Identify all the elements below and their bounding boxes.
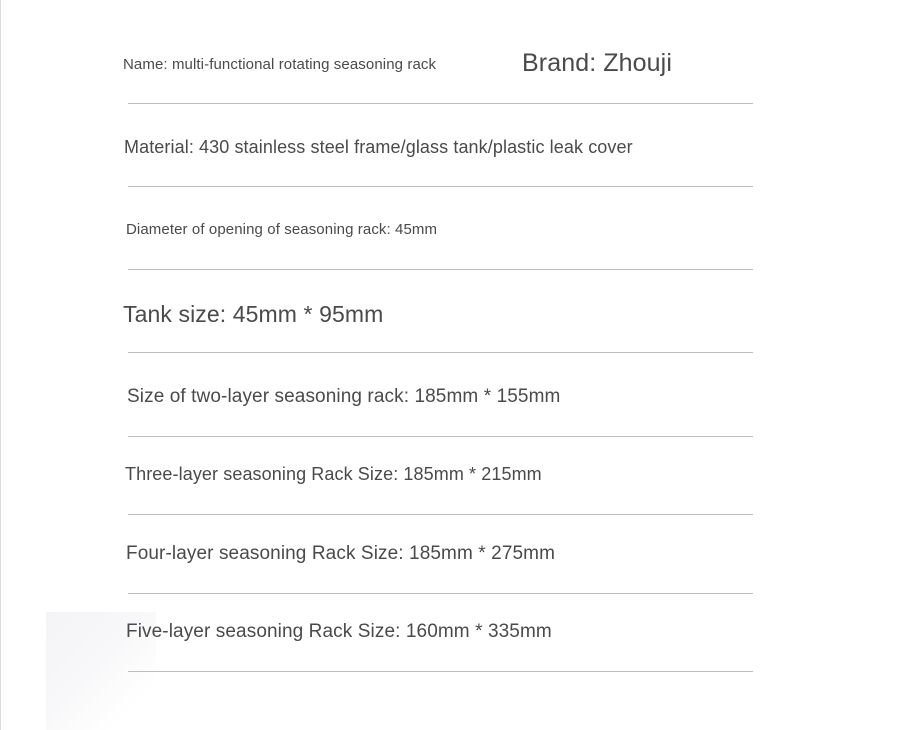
divider-line <box>128 514 753 515</box>
spec-five-layer-size: Five-layer seasoning Rack Size: 160mm * 335mm <box>126 621 552 642</box>
spec-name: Name: multi-functional rotating seasoning rack <box>123 56 437 73</box>
spec-two-layer-size: Size of two-layer seasoning rack: 185mm * 155mm <box>127 386 561 407</box>
spec-material: Material: 430 stainless steel frame/glass tank/plastic leak cover <box>124 137 633 157</box>
spec-brand: Brand: Zhouji <box>522 49 672 77</box>
divider-line <box>128 352 753 353</box>
spec-opening-diameter: Diameter of opening of seasoning rack: 45mm <box>126 221 438 238</box>
divider-line <box>128 103 753 104</box>
divider-line <box>128 671 753 672</box>
spec-tank-size: Tank size: 45mm * 95mm <box>123 301 384 327</box>
divider-line <box>128 186 753 187</box>
divider-line <box>128 593 753 594</box>
left-edge-line <box>0 0 1 730</box>
spec-four-layer-size: Four-layer seasoning Rack Size: 185mm * 275mm <box>126 543 556 564</box>
divider-line <box>128 269 753 270</box>
divider-line <box>128 436 753 437</box>
spec-three-layer-size: Three-layer seasoning Rack Size: 185mm * 215mm <box>125 464 542 484</box>
